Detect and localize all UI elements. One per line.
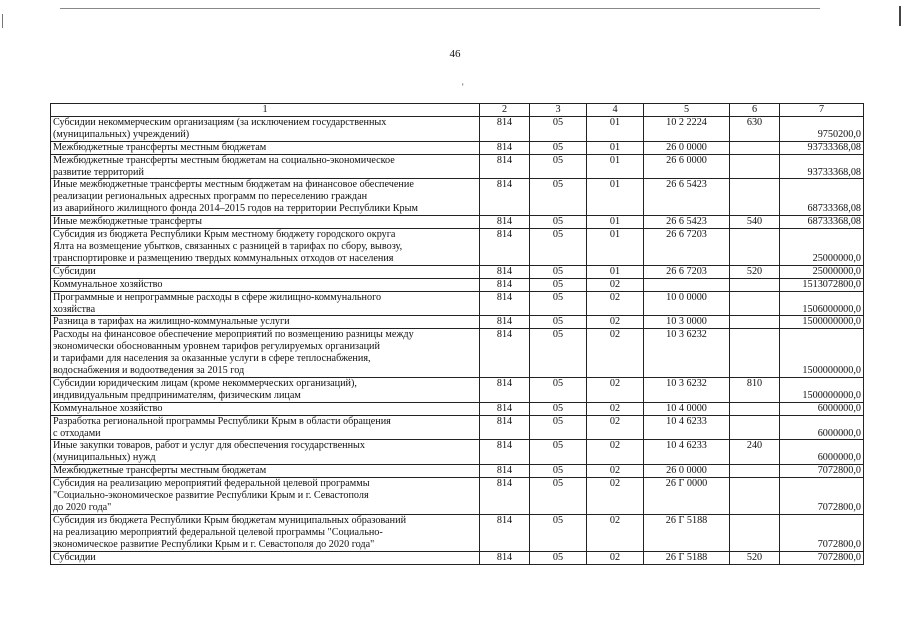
table-header-row <box>51 104 864 117</box>
table-row <box>51 440 864 465</box>
amount-cell: 9750200,0 <box>780 116 864 141</box>
amount-cell: 1500000000,0 <box>780 316 864 329</box>
amount-cell: 7072800,0 <box>780 514 864 551</box>
top-rule <box>60 8 820 9</box>
target-article-cell: 10 0 0000 <box>644 291 730 316</box>
expense-type-cell <box>730 514 780 551</box>
subsection-code-cell: 02 <box>587 415 644 440</box>
section-code-cell: 05 <box>530 216 587 229</box>
subsection-code-cell: 02 <box>587 478 644 515</box>
amount-cell: 6000000,0 <box>780 415 864 440</box>
table-row <box>51 415 864 440</box>
target-article-cell: 10 3 0000 <box>644 316 730 329</box>
subsection-code-cell: 02 <box>587 316 644 329</box>
section-code-cell: 05 <box>530 154 587 179</box>
subsection-code-cell: 02 <box>587 377 644 402</box>
subsection-code-cell: 02 <box>587 329 644 378</box>
page-number: 46 <box>449 48 461 60</box>
ministry-code-cell: 814 <box>480 141 530 154</box>
ministry-code-cell: 814 <box>480 229 530 266</box>
amount-cell: 68733368,08 <box>780 216 864 229</box>
ministry-code-cell: 814 <box>480 291 530 316</box>
target-article-cell: 26 6 5423 <box>644 179 730 216</box>
section-code-cell: 05 <box>530 465 587 478</box>
table-row <box>51 265 864 278</box>
expense-type-cell <box>730 465 780 478</box>
expense-type-cell <box>730 415 780 440</box>
subsection-code-cell: 01 <box>587 216 644 229</box>
table-row <box>51 514 864 551</box>
item-name-cell: Разница в тарифах на жилищно-коммунальные услуги <box>51 316 480 329</box>
ministry-code-cell: 814 <box>480 116 530 141</box>
expense-type-cell <box>730 229 780 266</box>
subsection-code-cell: 01 <box>587 116 644 141</box>
amount-cell: 1500000000,0 <box>780 329 864 378</box>
ministry-code-cell: 814 <box>480 179 530 216</box>
target-article-cell: 26 6 0000 <box>644 154 730 179</box>
target-article-cell: 10 3 6232 <box>644 329 730 378</box>
section-code-cell: 05 <box>530 440 587 465</box>
ministry-code-cell: 814 <box>480 154 530 179</box>
subsection-code-cell: 02 <box>587 440 644 465</box>
table-row <box>51 402 864 415</box>
amount-cell: 1506000000,0 <box>780 291 864 316</box>
budget-table <box>50 103 864 565</box>
ministry-code-cell: 814 <box>480 440 530 465</box>
section-code-cell: 05 <box>530 514 587 551</box>
header-cell: 2 <box>480 104 530 117</box>
amount-cell: 93733368,08 <box>780 154 864 179</box>
header-cell: 7 <box>780 104 864 117</box>
subsection-code-cell: 02 <box>587 402 644 415</box>
expense-type-cell <box>730 154 780 179</box>
subsection-code-cell: 02 <box>587 465 644 478</box>
ministry-code-cell: 814 <box>480 465 530 478</box>
left-margin-mark <box>2 14 11 28</box>
subsection-code-cell: 02 <box>587 278 644 291</box>
item-name-cell: Расходы на финансовое обеспечение мероприятий по возмещению разницы между экономически обоснованным уровнем тарифов регулируемых организаций и тарифами для населения за оказанные услуги в сфере теплоснабжения, водоснабжения и водоотведения за 2015 год <box>51 329 480 378</box>
table-row <box>51 116 864 141</box>
target-article-cell: 10 4 6233 <box>644 415 730 440</box>
target-article-cell: 10 3 6232 <box>644 377 730 402</box>
ministry-code-cell: 814 <box>480 551 530 564</box>
table-row <box>51 179 864 216</box>
expense-type-cell <box>730 291 780 316</box>
section-code-cell: 05 <box>530 116 587 141</box>
section-code-cell: 05 <box>530 478 587 515</box>
table-row <box>51 465 864 478</box>
expense-type-cell: 630 <box>730 116 780 141</box>
expense-type-cell <box>730 402 780 415</box>
target-article-cell: 26 Г 5188 <box>644 514 730 551</box>
expense-type-cell <box>730 278 780 291</box>
item-name-cell: Субсидии некоммерческим организациям (за исключением государственных (муниципальных) учреждений) <box>51 116 480 141</box>
amount-cell: 1513072800,0 <box>780 278 864 291</box>
item-name-cell: Межбюджетные трансферты местным бюджетам на социально-экономическое развитие территорий <box>51 154 480 179</box>
expense-type-cell <box>730 329 780 378</box>
subsection-code-cell: 01 <box>587 229 644 266</box>
section-code-cell: 05 <box>530 265 587 278</box>
ministry-code-cell: 814 <box>480 329 530 378</box>
table-row <box>51 141 864 154</box>
section-code-cell: 05 <box>530 377 587 402</box>
ministry-code-cell: 814 <box>480 514 530 551</box>
amount-cell: 68733368,08 <box>780 179 864 216</box>
expense-type-cell <box>730 316 780 329</box>
ministry-code-cell: 814 <box>480 415 530 440</box>
item-name-cell: Коммунальное хозяйство <box>51 278 480 291</box>
expense-type-cell: 520 <box>730 265 780 278</box>
item-name-cell: Субсидии <box>51 265 480 278</box>
header-cell: 3 <box>530 104 587 117</box>
ministry-code-cell: 814 <box>480 265 530 278</box>
expense-type-cell <box>730 179 780 216</box>
target-article-cell: 26 Г 0000 <box>644 478 730 515</box>
amount-cell: 6000000,0 <box>780 440 864 465</box>
section-code-cell: 05 <box>530 551 587 564</box>
item-name-cell: Субсидии юридическим лицам (кроме некоммерческих организаций), индивидуальным предпринимателям, физическим лицам <box>51 377 480 402</box>
section-code-cell: 05 <box>530 179 587 216</box>
subsection-code-cell: 02 <box>587 551 644 564</box>
item-name-cell: Иные закупки товаров, работ и услуг для обеспечения государственных (муниципальных) нужд <box>51 440 480 465</box>
section-code-cell: 05 <box>530 316 587 329</box>
expense-type-cell: 520 <box>730 551 780 564</box>
item-name-cell: Иные межбюджетные трансферты местным бюджетам на финансовое обеспечение реализации региональных адресных программ по переселению граждан из аварийного жилищного фонда 2014–2015 годов на территории Республики Крым <box>51 179 480 216</box>
amount-cell: 7072800,0 <box>780 478 864 515</box>
expense-type-cell: 810 <box>730 377 780 402</box>
subsection-code-cell: 01 <box>587 141 644 154</box>
ministry-code-cell: 814 <box>480 278 530 291</box>
table-row <box>51 291 864 316</box>
subsection-code-cell: 01 <box>587 154 644 179</box>
target-article-cell: 26 6 7203 <box>644 265 730 278</box>
ministry-code-cell: 814 <box>480 216 530 229</box>
table-row <box>51 229 864 266</box>
expense-type-cell: 540 <box>730 216 780 229</box>
section-code-cell: 05 <box>530 229 587 266</box>
amount-cell: 93733368,08 <box>780 141 864 154</box>
section-code-cell: 05 <box>530 329 587 378</box>
target-article-cell: 10 4 0000 <box>644 402 730 415</box>
page-mark: ' <box>462 82 464 92</box>
subsection-code-cell: 02 <box>587 291 644 316</box>
header-cell: 6 <box>730 104 780 117</box>
section-code-cell: 05 <box>530 278 587 291</box>
table-row <box>51 216 864 229</box>
section-code-cell: 05 <box>530 141 587 154</box>
target-article-cell: 26 0 0000 <box>644 141 730 154</box>
header-cell: 5 <box>644 104 730 117</box>
header-cell: 1 <box>51 104 480 117</box>
item-name-cell: Разработка региональной программы Республики Крым в области обращения с отходами <box>51 415 480 440</box>
table-row <box>51 478 864 515</box>
target-article-cell <box>644 278 730 291</box>
expense-type-cell <box>730 478 780 515</box>
amount-cell: 25000000,0 <box>780 229 864 266</box>
table-row <box>51 377 864 402</box>
amount-cell: 7072800,0 <box>780 465 864 478</box>
section-code-cell: 05 <box>530 415 587 440</box>
item-name-cell: Межбюджетные трансферты местным бюджетам <box>51 141 480 154</box>
item-name-cell: Субсидия из бюджета Республики Крым местному бюджету городского округа Ялта на возмещение убытков, связанных с разницей в тарифах по сбору, вывозу, транспортировке и размещению твердых коммунальных отходов от населения <box>51 229 480 266</box>
target-article-cell: 26 Г 5188 <box>644 551 730 564</box>
table-row <box>51 316 864 329</box>
ministry-code-cell: 814 <box>480 478 530 515</box>
item-name-cell: Коммунальное хозяйство <box>51 402 480 415</box>
target-article-cell: 10 4 6233 <box>644 440 730 465</box>
header-cell: 4 <box>587 104 644 117</box>
amount-cell: 6000000,0 <box>780 402 864 415</box>
table-row <box>51 329 864 378</box>
table-row <box>51 154 864 179</box>
subsection-code-cell: 02 <box>587 514 644 551</box>
right-margin-bar <box>899 6 901 26</box>
item-name-cell: Иные межбюджетные трансферты <box>51 216 480 229</box>
ministry-code-cell: 814 <box>480 377 530 402</box>
expense-type-cell <box>730 141 780 154</box>
table-row <box>51 551 864 564</box>
item-name-cell: Программные и непрограммные расходы в сфере жилищно-коммунального хозяйства <box>51 291 480 316</box>
expense-type-cell: 240 <box>730 440 780 465</box>
section-code-cell: 05 <box>530 291 587 316</box>
ministry-code-cell: 814 <box>480 402 530 415</box>
table-row <box>51 278 864 291</box>
item-name-cell: Субсидии <box>51 551 480 564</box>
target-article-cell: 26 6 7203 <box>644 229 730 266</box>
item-name-cell: Субсидия на реализацию мероприятий федеральной целевой программы "Социально-экономическое развитие Республики Крым и г. Севастополя до 2020 года" <box>51 478 480 515</box>
target-article-cell: 26 0 0000 <box>644 465 730 478</box>
amount-cell: 7072800,0 <box>780 551 864 564</box>
item-name-cell: Субсидия из бюджета Республики Крым бюджетам муниципальных образований на реализацию мероприятий федеральной целевой программы "Социально- экономическое развитие Республики Крым и г. Севастополя до 2020 года" <box>51 514 480 551</box>
section-code-cell: 05 <box>530 402 587 415</box>
subsection-code-cell: 01 <box>587 179 644 216</box>
item-name-cell: Межбюджетные трансферты местным бюджетам <box>51 465 480 478</box>
target-article-cell: 10 2 2224 <box>644 116 730 141</box>
subsection-code-cell: 01 <box>587 265 644 278</box>
target-article-cell: 26 6 5423 <box>644 216 730 229</box>
amount-cell: 1500000000,0 <box>780 377 864 402</box>
ministry-code-cell: 814 <box>480 316 530 329</box>
amount-cell: 25000000,0 <box>780 265 864 278</box>
